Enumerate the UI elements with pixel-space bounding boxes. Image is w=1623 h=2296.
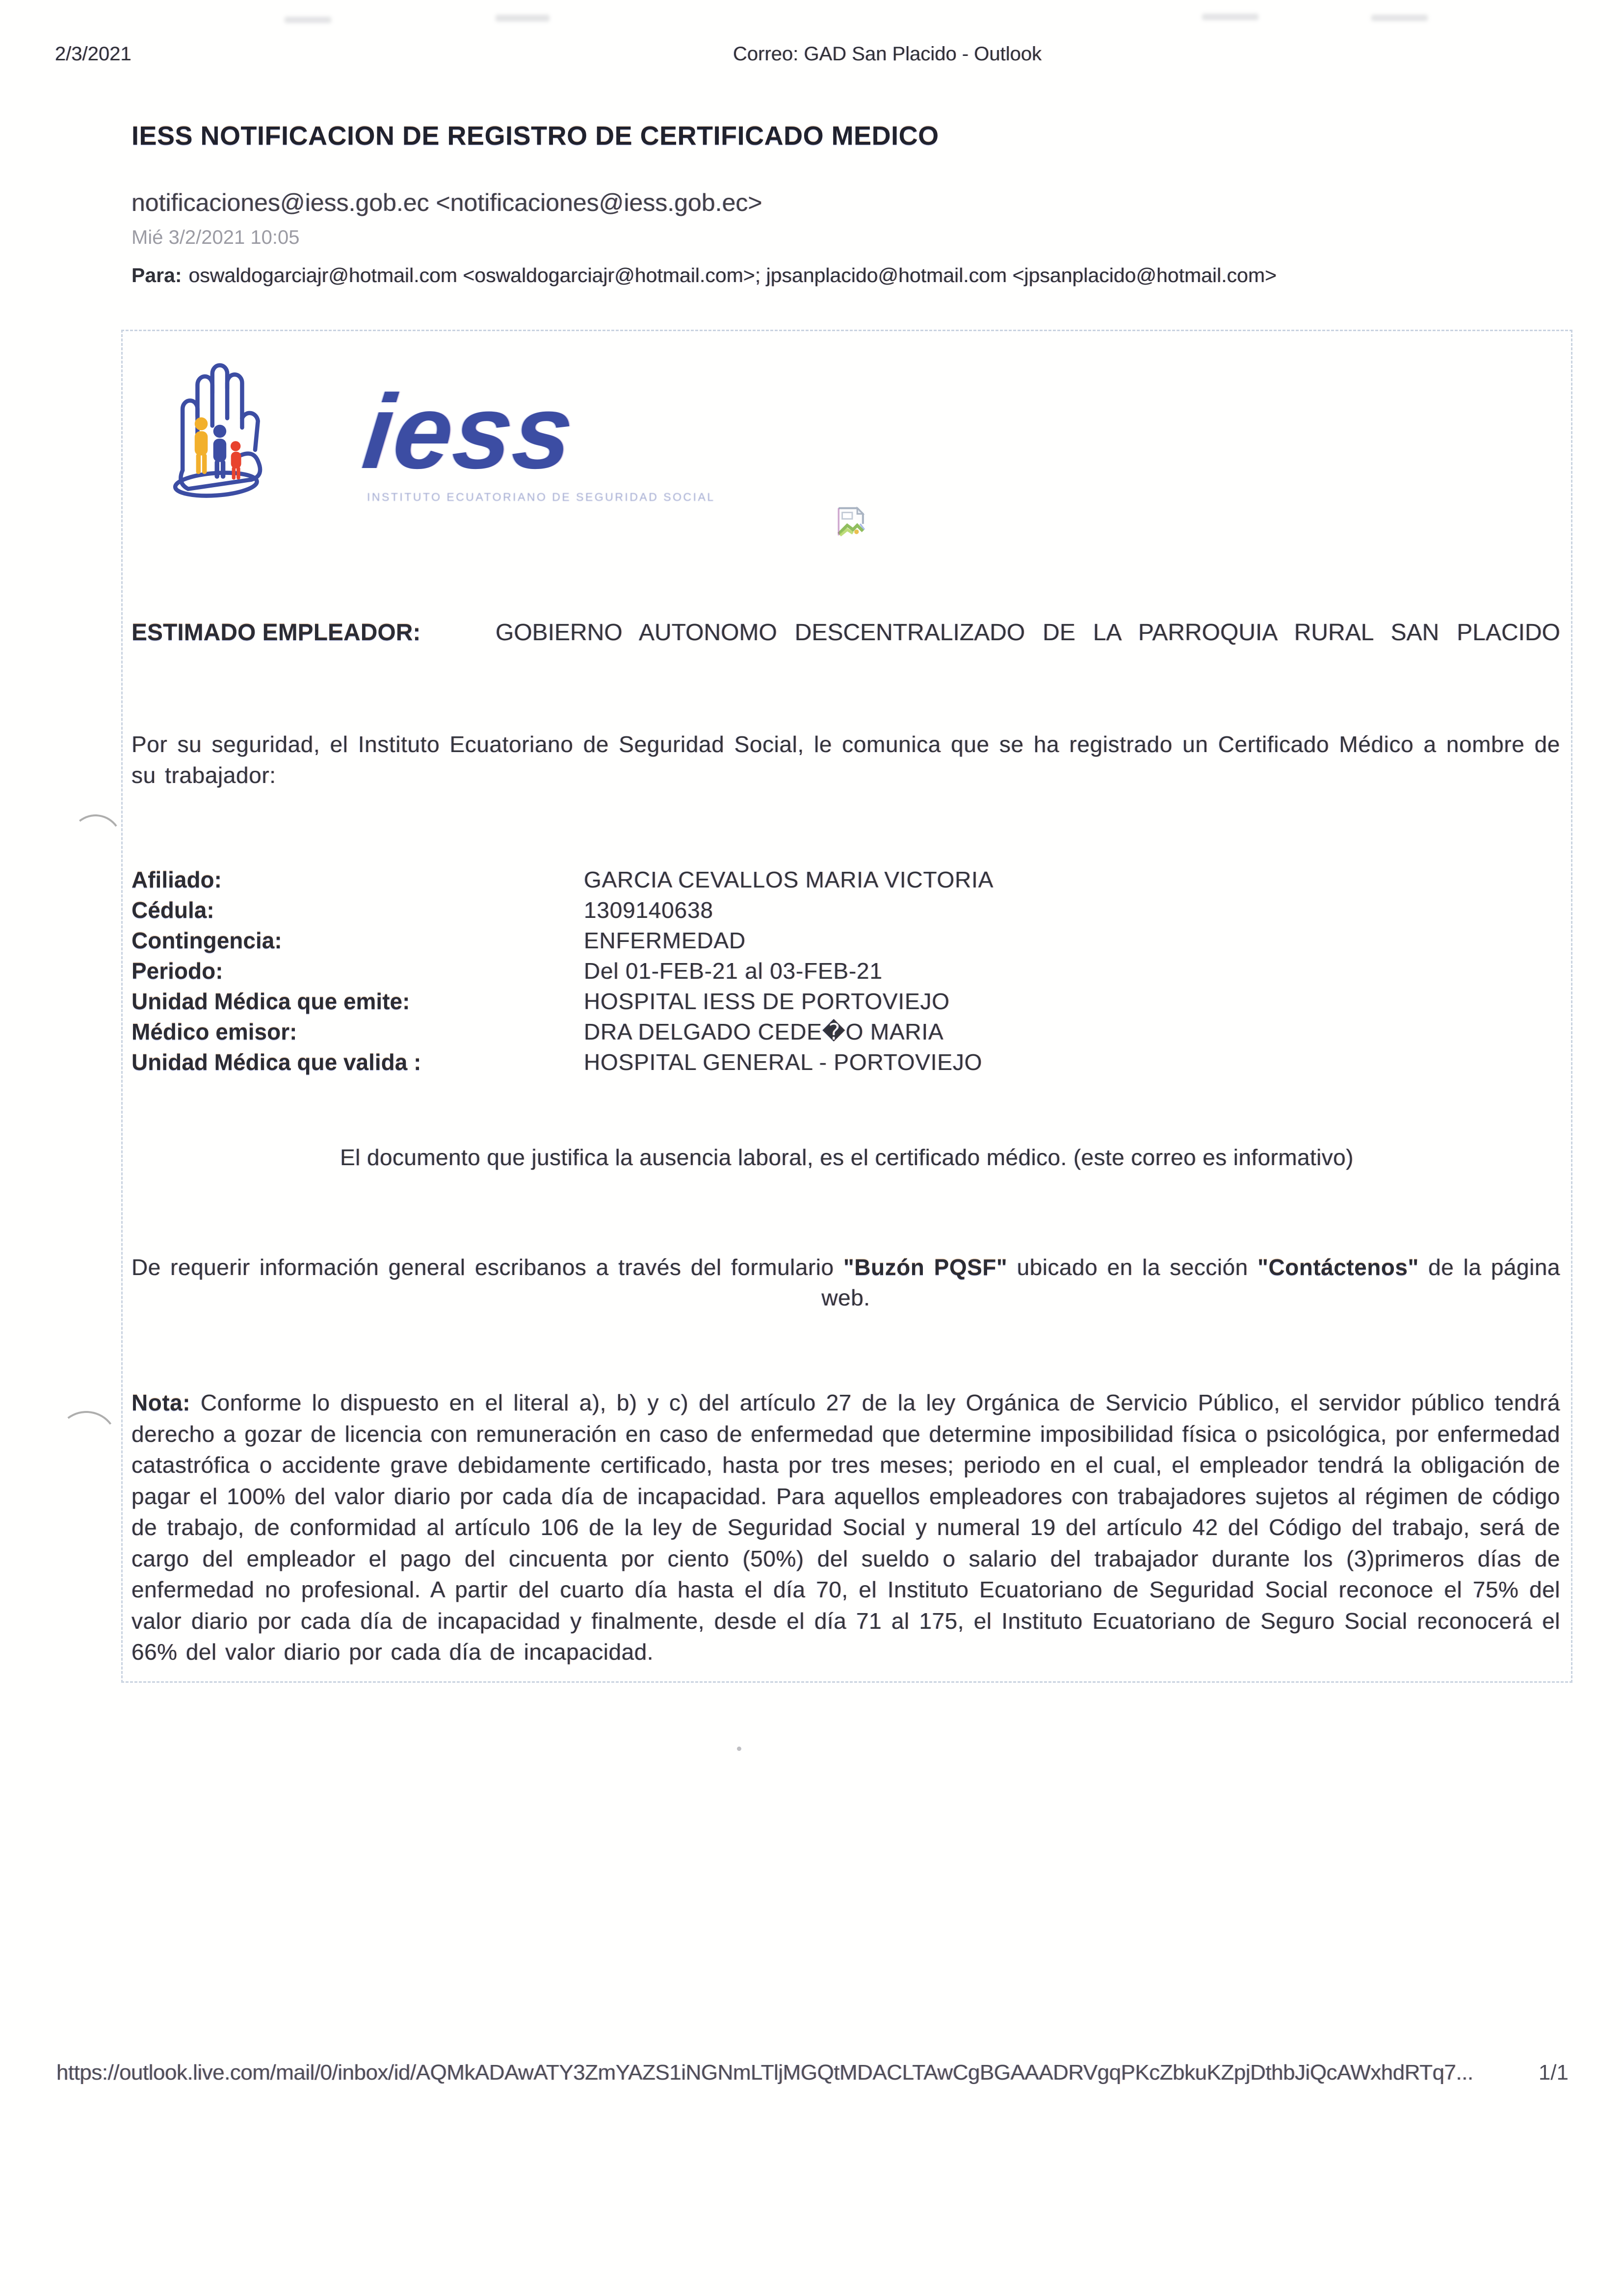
field-row-medico-emisor [131,1018,1560,1049]
contact-paragraph [131,1252,1560,1313]
field-row-unidad-emite [131,988,1560,1018]
field-label: Afiliado: [131,867,222,892]
field-row-cedula [131,897,1560,927]
field-label: Contingencia: [131,928,282,953]
intro-paragraph: Por su seguridad, el Instituto Ecuatoriano de Seguridad Social, le comunica que se ha registrado un Certificado Médico a nombre de su trabajador: [131,731,1560,788]
field-label: Unidad Médica que emite: [131,989,410,1014]
nota-body: Conforme lo dispuesto en el literal a), b) y c) del artículo 27 de la ley Orgánica de Servicio Público, el servidor público tendrá derecho a gozar de licencia con remuneración en caso de enfermedad que determine imposibilidad física o psicológica, por enfermedad catastrófica o accidente grave debidamente certificado, hasta por tres meses; periodo en el cual, el empleador tendrá la obligación de pagar el 100% del valor diario por cada día de incapacidad. Para aquellos empleadores con trabajadores sujetos al régimen de código de trabajo, de conformidad al artículo 106 de la ley de Seguridad Social y numeral 19 del artículo 42 del Código del trabajo, será de cargo del empleador el pago del cincuenta por ciento (50%) del sueldo o salario del trabajador durante los (3)primeros días de enfermedad no profesional. A partir del cuarto día hasta el día 70, el Instituto Ecuatoriano de Seguridad Social reconoce el 75% del valor diario por cada día de incapacidad y finalmente, desde el día 71 al 175, el Instituto Ecuatoriano de Seguro Social reconocerá el 66% del valor diario por cada día de incapacidad. [131,1390,1560,1665]
field-value: Del 01-FEB-21 al 03-FEB-21 [584,958,883,984]
print-footer [56,2061,1569,2085]
field-value: HOSPITAL GENERAL - PORTOVIEJO [584,1049,983,1075]
footer-page-indicator: 1/1 [1538,2061,1569,2085]
field-row-periodo [131,958,1560,988]
to-label: Para: [131,264,182,287]
email-recipients-row [131,264,1277,287]
iess-logo-caption: INSTITUTO ECUATORIANO DE SEGURIDAD SOCIAL [367,491,715,503]
footer-url: https://outlook.live.com/mail/0/inbox/id/AQMkADAwATY3ZmYAZS1iNGNmLTljMGQtMDACLTAwCgBGAAADRVgqPKcZbkuKZpjDthbJiQcAWxhdRTq7... [56,2061,1473,2085]
contact-part3: de la página web. [821,1254,1560,1310]
certificate-fields [131,866,1560,1079]
scan-smudge [1202,14,1258,20]
broken-image-icon [834,505,870,542]
email-subject: IESS NOTIFICACION DE REGISTRO DE CERTIFICADO MEDICO [131,121,939,151]
field-row-contingencia [131,927,1560,958]
print-header-title: Correo: GAD San Placido - Outlook [733,43,1042,65]
field-value: ENFERMEDAD [584,928,746,953]
contact-contactenos: "Contáctenos" [1257,1254,1419,1280]
iess-wordmark: iess [358,372,580,491]
email-sent-date: Mié 3/2/2021 10:05 [131,227,300,248]
field-value: 1309140638 [584,897,713,923]
scan-artifact-arc [64,811,126,876]
field-label: Periodo: [131,958,223,984]
scan-artifact-arc [51,1407,122,1478]
field-label: Cédula: [131,897,214,923]
employer-row [131,619,1560,646]
email-from: notificaciones@iess.gob.ec <notificaciones@iess.gob.ec> [131,189,762,216]
scan-smudge [285,17,331,23]
scan-smudge [496,15,550,22]
iess-hand-logo-icon [162,361,348,505]
nota-label: Nota: [131,1390,191,1415]
employer-name: GOBIERNO AUTONOMO DESCENTRALIZADO DE LA PARROQUIA RURAL SAN PLACIDO [496,620,1560,646]
field-label: Unidad Médica que valida : [131,1049,421,1075]
contact-buzon-pqsf: "Buzón PQSF" [843,1254,1008,1280]
scan-artifact-dot [737,1747,741,1751]
field-label: Médico emisor: [131,1019,297,1044]
certificate-note: El documento que justifica la ausencia laboral, es el certificado médico. (este correo es informativo) [340,1145,1354,1170]
field-value: HOSPITAL IESS DE PORTOVIEJO [584,989,950,1014]
field-row-afiliado [131,866,1560,897]
nota-paragraph [131,1387,1560,1668]
contact-part1: De requerir información general escribanos a través del formulario [131,1254,843,1280]
employer-label: ESTIMADO EMPLEADOR: [131,620,421,646]
scan-smudge [1371,15,1428,21]
field-row-unidad-valida [131,1049,1560,1079]
field-value: DRA DELGADO CEDE�O MARIA [584,1019,944,1044]
email-to: oswaldogarciajr@hotmail.com <oswaldogarciajr@hotmail.com>; jpsanplacido@hotmail.com <jpsanplacido@hotmail.com> [188,264,1277,287]
print-date: 2/3/2021 [55,43,131,65]
contact-part2: ubicado en la sección [1007,1254,1258,1280]
field-value: GARCIA CEVALLOS MARIA VICTORIA [584,867,994,892]
